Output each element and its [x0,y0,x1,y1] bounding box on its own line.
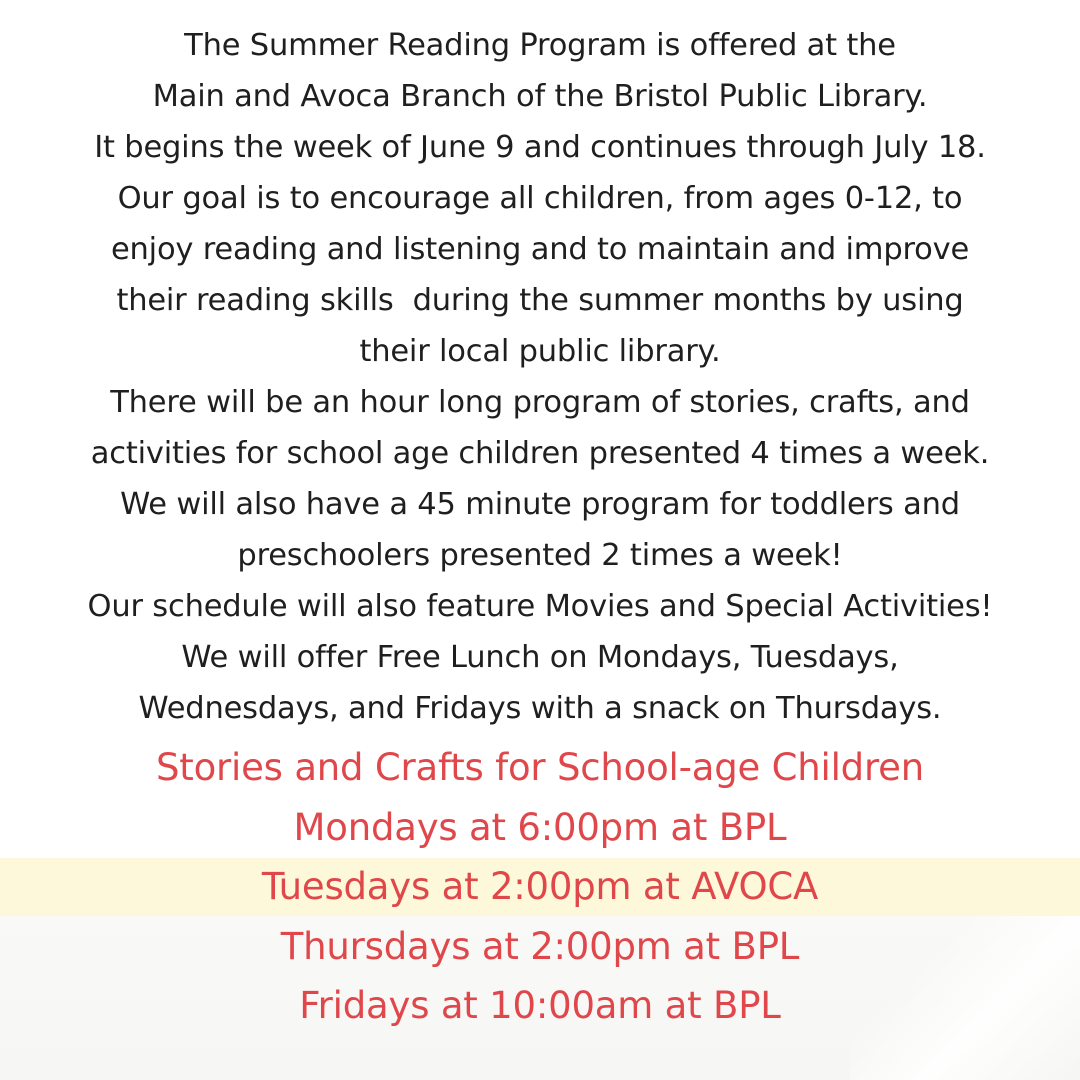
intro-line-6: their reading skills during the summer months by using [116,283,964,318]
intro-line-1: The Summer Reading Program is offered at the [184,28,896,63]
intro-line-5: enjoy reading and listening and to maintain and improve [110,232,970,267]
intro-line-9: activities for school age children presented 4 times a week. [90,436,990,471]
intro-line-10: We will also have a 45 minute program for toddlers and [120,487,960,522]
intro-line-7: their local public library. [359,334,721,369]
intro-line-4: Our goal is to encourage all children, from ages 0-12, to [117,181,963,216]
intro-paragraph [0,20,1080,734]
intro-line-13: We will offer Free Lunch on Mondays, Tuesdays, [181,640,899,675]
intro-line-14: Wednesdays, and Fridays with a snack on Thursdays. [138,691,942,726]
intro-line-12: Our schedule will also feature Movies and Special Activities! [87,589,993,624]
schedule-item-fridays: Fridays at 10:00am at BPL [299,984,781,1027]
schedule-item-thursdays: Thursdays at 2:00pm at BPL [280,924,800,968]
schedule-item-tuesdays: Tuesdays at 2:00pm at AVOCA [261,865,819,908]
intro-line-8: There will be an hour long program of stories, crafts, and [110,385,970,420]
schedule-title: Stories and Crafts for School-age Children [156,746,924,789]
schedule-section [0,738,1080,1036]
intro-line-11: preschoolers presented 2 times a week! [237,538,843,573]
schedule-item-mondays: Mondays at 6:00pm at BPL [293,805,787,849]
intro-line-2: Main and Avoca Branch of the Bristol Public Library. [152,79,928,114]
intro-line-3: It begins the week of June 9 and continues through July 18. [94,130,986,165]
